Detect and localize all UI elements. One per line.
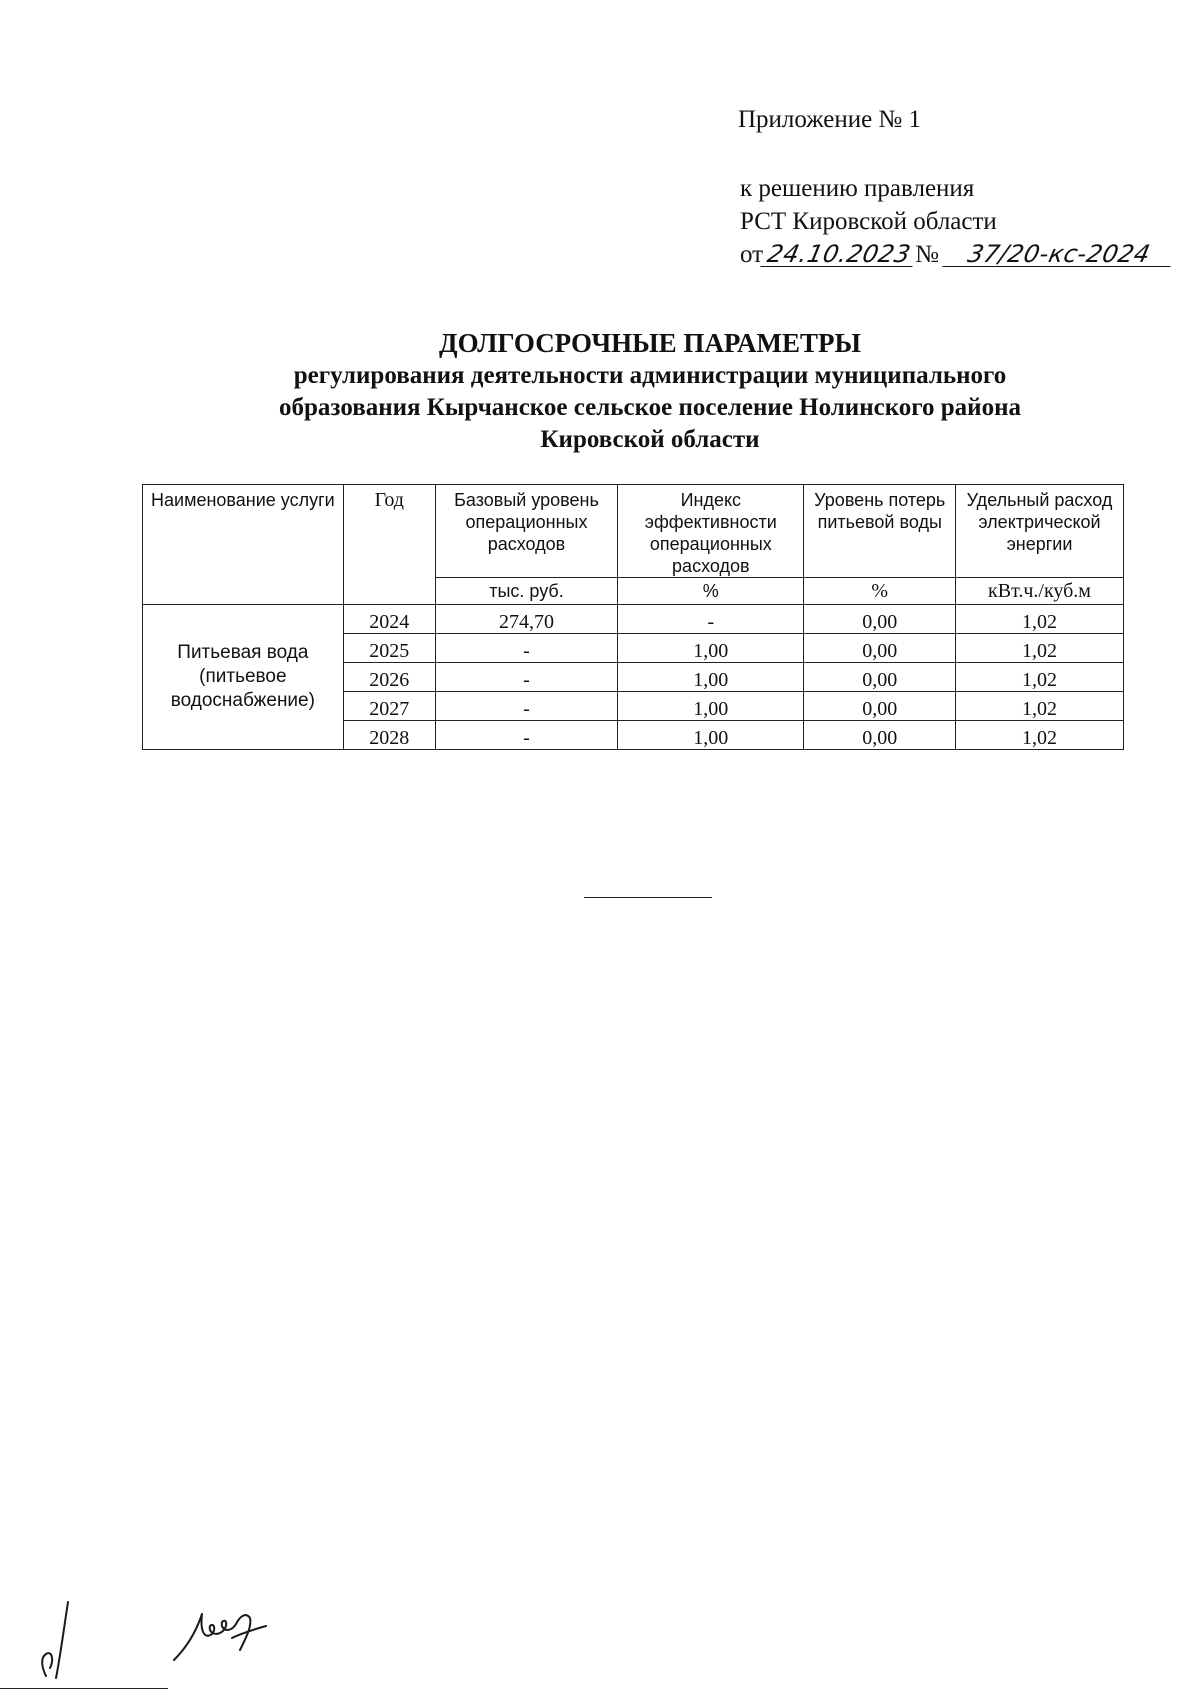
document-heading: [130, 0, 1170, 456]
cell-efficiency-index: 1,00: [618, 721, 804, 750]
handwritten-date: 24.10.2023: [760, 242, 917, 267]
decision-line-1: к решению правления: [740, 175, 975, 202]
cell-base-level: -: [435, 721, 617, 750]
service-name-cell: Питьевая вода (питьевое водоснабжение): [143, 605, 344, 750]
bottom-rule: [0, 1688, 168, 1689]
heading-sub-1: регулирования деятельности администрации муниципального: [293, 362, 1007, 389]
cell-water-losses: 0,00: [804, 663, 956, 692]
cell-year: 2026: [343, 663, 435, 692]
unit-energy-consumption: кВт.ч./куб.м: [956, 578, 1124, 605]
cell-energy-consumption: 1,02: [956, 634, 1124, 663]
cell-efficiency-index: -: [618, 605, 804, 634]
header-energy-consumption: Удельный расход электрической энергии: [956, 485, 1124, 578]
cell-energy-consumption: 1,02: [956, 721, 1124, 750]
table-row: [143, 605, 1124, 634]
heading-sub-3: Кировской области: [540, 426, 760, 453]
appendix-title: Приложение № 1: [738, 106, 922, 133]
cell-year: 2027: [343, 692, 435, 721]
cell-year: 2024: [343, 605, 435, 634]
number-prefix: №: [915, 241, 939, 268]
unit-water-losses: %: [804, 578, 956, 605]
cell-water-losses: 0,00: [804, 605, 956, 634]
cell-base-level: -: [435, 634, 617, 663]
date-prefix: от: [740, 241, 764, 268]
heading-sub-2: образования Кырчанское сельское поселение Нолинского района: [279, 394, 1021, 421]
cell-efficiency-index: 1,00: [618, 692, 804, 721]
cell-year: 2025: [343, 634, 435, 663]
cell-energy-consumption: 1,02: [956, 663, 1124, 692]
cell-base-level: -: [435, 692, 617, 721]
cell-base-level: 274,70: [435, 605, 617, 634]
header-service-name: Наименование услуги: [143, 485, 344, 605]
handwritten-signature-mark: [170, 1604, 272, 1666]
table-header-row: [143, 485, 1124, 578]
header-efficiency-index: Индекс эффективности операционных расходов: [618, 485, 804, 578]
unit-efficiency-index: %: [618, 578, 804, 605]
cell-water-losses: 0,00: [804, 692, 956, 721]
decision-line-2: РСТ Кировской области: [740, 208, 997, 235]
cell-energy-consumption: 1,02: [956, 605, 1124, 634]
cell-efficiency-index: 1,00: [618, 634, 804, 663]
parameters-table: [142, 484, 1124, 750]
cell-base-level: -: [435, 663, 617, 692]
header-water-losses: Уровень потерь питьевой воды: [804, 485, 956, 578]
cell-water-losses: 0,00: [804, 634, 956, 663]
handwritten-initial-mark: [32, 1598, 84, 1680]
unit-base-level: тыс. руб.: [435, 578, 617, 605]
cell-energy-consumption: 1,02: [956, 692, 1124, 721]
cell-year: 2028: [343, 721, 435, 750]
handwritten-number: 37/20-кс-2024: [943, 242, 1176, 267]
cell-efficiency-index: 1,00: [618, 663, 804, 692]
header-year: Год: [343, 485, 435, 605]
cell-water-losses: 0,00: [804, 721, 956, 750]
end-divider: [584, 897, 712, 898]
header-base-level: Базовый уровень операционных расходов: [435, 485, 617, 578]
heading-main: ДОЛГОСРОЧНЫЕ ПАРАМЕТРЫ: [439, 328, 861, 358]
